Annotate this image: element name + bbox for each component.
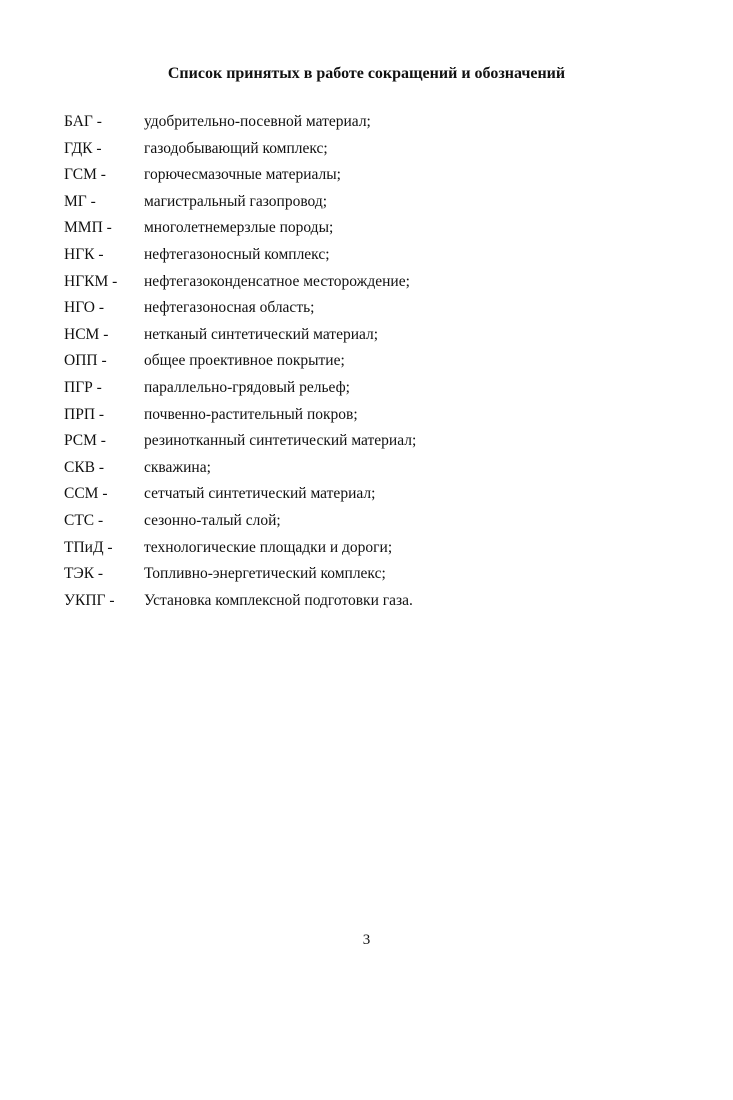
page-title: Список принятых в работе сокращений и обозначений xyxy=(167,65,566,82)
abbreviation-term: МГ - xyxy=(64,192,96,210)
abbreviation-definition: сетчатый синтетический материал; xyxy=(144,485,376,503)
abbreviation-term: НГО - xyxy=(64,299,104,317)
abbreviation-list xyxy=(64,112,684,617)
abbreviation-definition: удобрительно-посевной материал; xyxy=(144,113,371,130)
list-item xyxy=(64,431,684,458)
list-item xyxy=(64,218,684,245)
abbreviation-definition: нефтегазоносная область; xyxy=(144,299,315,317)
list-item xyxy=(64,564,684,591)
abbreviation-term: ГДК - xyxy=(64,139,102,157)
abbreviation-definition: газодобывающий комплекс; xyxy=(144,139,328,157)
list-item xyxy=(64,405,684,432)
abbreviation-term: ПРП - xyxy=(64,405,105,423)
abbreviation-definition: горючесмазочные материалы; xyxy=(144,166,341,184)
list-item xyxy=(64,192,684,219)
list-item xyxy=(64,325,684,352)
list-item xyxy=(64,511,684,538)
list-item xyxy=(64,591,684,618)
list-item xyxy=(64,112,684,139)
abbreviation-definition: нетканый синтетический материал; xyxy=(144,325,379,343)
abbreviation-term: БАГ - xyxy=(64,113,102,130)
abbreviation-definition: почвенно-растительный покров; xyxy=(144,405,358,423)
list-item xyxy=(64,272,684,299)
abbreviation-term: НГКМ - xyxy=(64,272,118,290)
abbreviation-definition: параллельно-грядовый рельеф; xyxy=(144,378,350,396)
abbreviation-term: ПГР - xyxy=(64,378,102,396)
abbreviation-term: ММП - xyxy=(64,219,112,237)
abbreviation-definition: сезонно-талый слой; xyxy=(144,511,281,529)
abbreviation-term: ТПиД - xyxy=(64,538,113,556)
abbreviation-term: УКПГ - xyxy=(64,591,115,609)
abbreviation-term: ТЭК - xyxy=(64,565,104,583)
abbreviation-definition: скважина; xyxy=(144,458,211,476)
list-item xyxy=(64,298,684,325)
abbreviation-definition: Установка комплексной подготовки газа. xyxy=(144,591,413,609)
abbreviation-term: СКВ - xyxy=(64,458,105,476)
list-item xyxy=(64,139,684,166)
abbreviation-definition: многолетнемерзлые породы; xyxy=(144,219,334,237)
abbreviation-term: СТС - xyxy=(64,511,104,529)
abbreviation-definition: резинотканный синтетический материал; xyxy=(144,432,417,450)
abbreviation-term: ГСМ - xyxy=(64,166,106,184)
list-item xyxy=(64,245,684,272)
abbreviation-term: ОПП - xyxy=(64,352,107,370)
abbreviation-definition: Топливно-энергетический комплекс; xyxy=(144,565,386,583)
list-item xyxy=(64,378,684,405)
list-item xyxy=(64,351,684,378)
abbreviation-definition: нефтегазоносный комплекс; xyxy=(144,245,330,263)
list-item xyxy=(64,538,684,565)
abbreviation-term: НСМ - xyxy=(64,325,109,343)
list-item xyxy=(64,458,684,485)
abbreviation-definition: нефтегазоконденсатное месторождение; xyxy=(144,272,410,290)
list-item xyxy=(64,165,684,192)
abbreviation-definition: магистральный газопровод; xyxy=(144,192,328,210)
list-item xyxy=(64,484,684,511)
abbreviation-definition: технологические площадки и дороги; xyxy=(144,538,393,556)
abbreviation-term: ССМ - xyxy=(64,485,108,503)
abbreviation-term: РСМ - xyxy=(64,432,106,450)
page-number: 3 xyxy=(362,932,371,948)
abbreviation-term: НГК - xyxy=(64,245,104,263)
abbreviation-definition: общее проективное покрытие; xyxy=(144,352,345,370)
